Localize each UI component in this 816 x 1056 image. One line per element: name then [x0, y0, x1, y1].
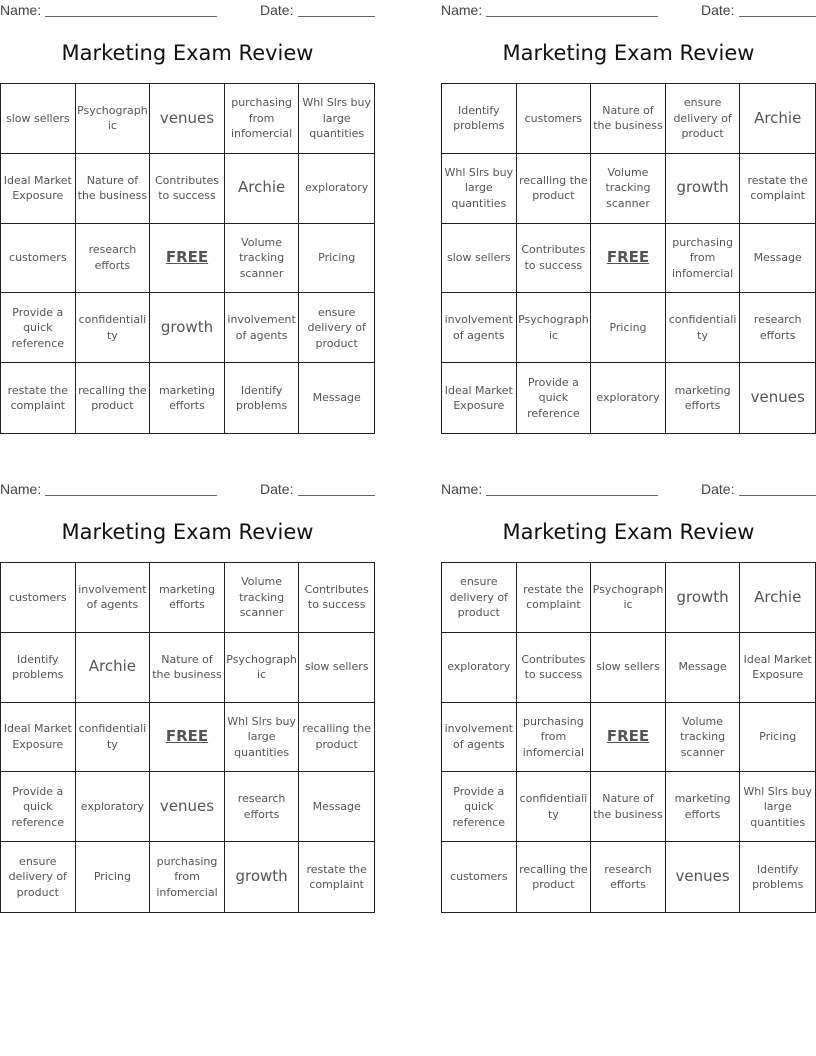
bingo-cell[interactable]: Nature of the business — [76, 154, 151, 224]
bingo-cell[interactable]: recalling the product — [517, 842, 592, 912]
bingo-cell[interactable]: ensure delivery of product — [1, 842, 76, 912]
bingo-cell[interactable]: venues — [750, 388, 805, 407]
bingo-cell[interactable]: recalling the product — [76, 363, 151, 433]
bingo-cell[interactable]: Ideal Market Exposure — [1, 154, 76, 224]
bingo-cell[interactable]: Volume tracking scanner — [225, 563, 300, 633]
date-line[interactable] — [739, 16, 816, 17]
bingo-cell[interactable]: confidentiality — [76, 293, 151, 363]
name-label: Name: — [441, 481, 483, 497]
bingo-cell[interactable]: marketing efforts — [150, 563, 225, 633]
bingo-cell[interactable]: restate the complaint — [517, 563, 592, 633]
bingo-cell[interactable]: Ideal Market Exposure — [442, 363, 517, 433]
bingo-cell[interactable]: Whl Slrs buy large quantities — [740, 772, 815, 842]
bingo-cell[interactable]: slow sellers — [442, 224, 517, 294]
bingo-cell[interactable]: exploratory — [442, 633, 517, 703]
bingo-cell[interactable]: ensure delivery of product — [442, 563, 517, 633]
name-label: Name: — [0, 2, 42, 18]
bingo-cell[interactable]: Contributes to success — [150, 154, 225, 224]
bingo-cell[interactable]: customers — [442, 842, 517, 912]
date-line[interactable] — [298, 495, 375, 496]
bingo-cell[interactable]: Whl Slrs buy large quantities — [225, 703, 300, 773]
card-title: Marketing Exam Review — [61, 41, 314, 65]
date-line[interactable] — [298, 16, 375, 17]
bingo-cell[interactable]: Pricing — [299, 224, 374, 294]
bingo-cell[interactable]: restate the complaint — [740, 154, 815, 224]
bingo-cell[interactable]: recalling the product — [517, 154, 592, 224]
bingo-card-3 — [0, 479, 375, 899]
bingo-cell[interactable]: recalling the product — [299, 703, 374, 773]
bingo-card-2 — [441, 0, 816, 420]
free-space-cell[interactable]: FREE — [150, 703, 225, 773]
bingo-cell[interactable]: Identify problems — [752, 862, 804, 892]
free-space-cell[interactable]: FREE — [150, 224, 225, 294]
bingo-grid — [0, 562, 375, 913]
bingo-cell[interactable]: marketing efforts — [666, 363, 741, 433]
bingo-cell[interactable]: Volume tracking scanner — [666, 703, 741, 773]
bingo-cell[interactable]: customers — [1, 563, 76, 633]
free-space-cell[interactable]: FREE — [591, 703, 666, 773]
bingo-cell[interactable]: Psychographic — [591, 563, 666, 633]
bingo-cell[interactable]: Pricing — [591, 293, 666, 363]
bingo-cell[interactable]: customers — [517, 84, 592, 154]
bingo-cell[interactable]: Archie — [225, 154, 300, 224]
bingo-cell[interactable]: confidentiality — [666, 293, 741, 363]
bingo-cell[interactable]: growth — [225, 842, 300, 912]
bingo-cell[interactable]: venues — [666, 842, 741, 912]
bingo-cell[interactable]: growth — [150, 293, 225, 363]
bingo-cell[interactable]: Ideal Market Exposure — [740, 633, 815, 703]
date-label: Date: — [701, 481, 735, 497]
bingo-card-1 — [0, 0, 375, 413]
bingo-cell[interactable]: Message — [740, 224, 815, 294]
bingo-cell[interactable]: restate the complaint — [1, 363, 76, 433]
bingo-cell[interactable]: exploratory — [76, 772, 151, 842]
bingo-cell[interactable]: Whl Slrs buy large quantities — [299, 84, 374, 154]
bingo-cell[interactable]: Psychographic — [517, 293, 592, 363]
bingo-cell[interactable]: Identify problems — [442, 84, 517, 154]
bingo-cell[interactable]: confidentiality — [517, 772, 592, 842]
bingo-cell[interactable]: marketing efforts — [150, 363, 225, 433]
bingo-cell[interactable]: involvement of agents — [442, 293, 517, 363]
name-line[interactable] — [486, 16, 658, 17]
bingo-cell[interactable]: Contributes to success — [299, 563, 374, 633]
bingo-cell[interactable]: purchasing from infomercial — [225, 84, 300, 154]
bingo-cell[interactable]: purchasing from infomercial — [666, 224, 741, 294]
bingo-grid — [0, 83, 375, 434]
date-label: Date: — [260, 2, 294, 18]
bingo-cell[interactable]: venues — [150, 772, 225, 842]
bingo-cell[interactable]: Provide a quick reference — [1, 772, 76, 842]
bingo-cell[interactable]: Volume tracking scanner — [591, 154, 666, 224]
bingo-grid — [441, 83, 816, 434]
bingo-cell[interactable]: research efforts — [740, 293, 815, 363]
bingo-cell[interactable]: purchasing from infomercial — [150, 842, 225, 912]
name-line[interactable] — [486, 495, 658, 496]
bingo-cell[interactable]: Archie — [76, 633, 151, 703]
bingo-cell[interactable]: research efforts — [591, 842, 666, 912]
bingo-cell[interactable]: Volume tracking scanner — [225, 224, 300, 294]
date-line[interactable] — [739, 495, 816, 496]
name-label: Name: — [441, 2, 483, 18]
card-title: Marketing Exam Review — [502, 520, 755, 544]
free-space-cell[interactable]: FREE — [591, 224, 666, 294]
bingo-cell[interactable]: Identify problems — [225, 363, 300, 433]
name-line[interactable] — [45, 495, 217, 496]
bingo-cell[interactable]: confidentiality — [76, 703, 151, 773]
bingo-cell[interactable]: research efforts — [76, 224, 151, 294]
bingo-cell[interactable]: restate the complaint — [306, 862, 367, 892]
bingo-cell[interactable]: exploratory — [299, 154, 374, 224]
bingo-card-4 — [441, 479, 816, 892]
bingo-cell[interactable]: Provide a quick reference — [1, 293, 76, 363]
bingo-cell[interactable]: Psychographic — [76, 84, 151, 154]
bingo-cell[interactable]: Provide a quick reference — [517, 363, 592, 433]
bingo-cell[interactable]: involvement of agents — [442, 703, 517, 773]
bingo-cell[interactable]: Nature of the business — [150, 633, 225, 703]
bingo-cell[interactable]: Message — [666, 633, 741, 703]
bingo-cell[interactable]: slow sellers — [1, 84, 76, 154]
bingo-cell[interactable]: ensure delivery of product — [299, 293, 374, 363]
bingo-cell[interactable]: involvement of agents — [225, 293, 300, 363]
bingo-grid — [441, 562, 816, 913]
bingo-cell[interactable]: Psychographic — [225, 633, 300, 703]
name-label: Name: — [0, 481, 42, 497]
bingo-cell[interactable]: Identify problems — [1, 633, 76, 703]
bingo-cell[interactable]: Provide a quick reference — [442, 772, 517, 842]
bingo-cell[interactable]: growth — [666, 154, 741, 224]
bingo-cell[interactable]: Message — [312, 391, 361, 405]
date-label: Date: — [260, 481, 294, 497]
card-title: Marketing Exam Review — [502, 41, 755, 65]
bingo-cell[interactable]: slow sellers — [299, 633, 374, 703]
bingo-cell[interactable]: growth — [666, 563, 741, 633]
bingo-cell[interactable]: Archie — [740, 563, 815, 633]
card-title: Marketing Exam Review — [61, 520, 314, 544]
bingo-cell[interactable]: Nature of the business — [591, 84, 666, 154]
bingo-cell[interactable]: research efforts — [225, 772, 300, 842]
bingo-cell[interactable]: ensure delivery of product — [666, 84, 741, 154]
bingo-cell[interactable]: venues — [150, 84, 225, 154]
bingo-cell[interactable]: Whl Slrs buy large quantities — [442, 154, 517, 224]
bingo-cell[interactable]: Nature of the business — [591, 772, 666, 842]
bingo-cell[interactable]: marketing efforts — [666, 772, 741, 842]
bingo-cell[interactable]: slow sellers — [591, 633, 666, 703]
bingo-cell[interactable]: Pricing — [740, 703, 815, 773]
name-line[interactable] — [45, 16, 217, 17]
bingo-cell[interactable]: Message — [299, 772, 374, 842]
bingo-cell[interactable]: customers — [1, 224, 76, 294]
bingo-cell[interactable]: purchasing from infomercial — [517, 703, 592, 773]
bingo-cell[interactable]: Contributes to success — [517, 224, 592, 294]
bingo-cell[interactable]: Ideal Market Exposure — [1, 703, 76, 773]
bingo-cell[interactable]: exploratory — [591, 363, 666, 433]
date-label: Date: — [701, 2, 735, 18]
bingo-cell[interactable]: involvement of agents — [76, 563, 151, 633]
bingo-cell[interactable]: Pricing — [76, 842, 151, 912]
bingo-cell[interactable]: Contributes to success — [517, 633, 592, 703]
bingo-cell[interactable]: Archie — [740, 84, 815, 154]
